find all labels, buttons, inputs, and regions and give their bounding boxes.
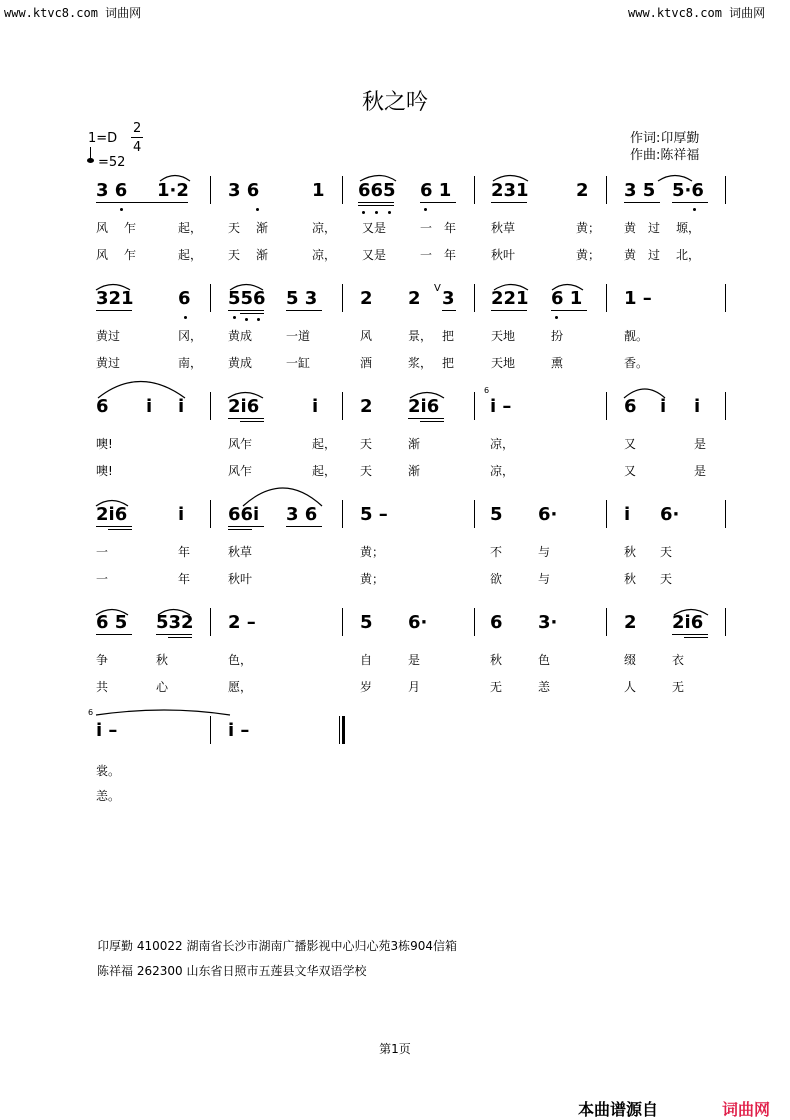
underline-beam xyxy=(672,202,708,203)
note-group: 5 3 xyxy=(286,288,318,309)
site-watermark-right: www.ktvc8.com 词曲网 xyxy=(628,6,766,20)
barline xyxy=(342,608,343,636)
final-barline-thin xyxy=(339,716,340,744)
lyric: 凉， xyxy=(312,221,337,235)
time-signature-bottom: 4 xyxy=(133,140,142,155)
underline-beam xyxy=(420,202,456,203)
lyric: 景， xyxy=(408,329,433,343)
note-group: 5 – xyxy=(360,504,388,525)
song-title: 秋之吟 xyxy=(361,90,428,115)
lyric: 天 xyxy=(360,437,373,451)
barline xyxy=(210,716,211,744)
lyric: 共 xyxy=(96,680,109,694)
site-watermark-left: www.ktvc8.com 词曲网 xyxy=(4,6,142,20)
underline-beam xyxy=(358,202,394,203)
lyric: 渐 xyxy=(256,248,269,262)
barline xyxy=(474,176,475,204)
note-group: 665 xyxy=(358,180,396,201)
lyric: 恙。 xyxy=(96,789,121,803)
barline xyxy=(725,176,726,204)
lyric: 凉， xyxy=(490,464,515,478)
composer-address: 陈祥福 262300 山东省日照市五莲县文华双语学校 xyxy=(97,964,367,978)
lyric: 秋 xyxy=(156,653,169,667)
underline-beam xyxy=(491,202,527,203)
note-group: 221 xyxy=(491,288,529,309)
lyric: 酒 xyxy=(360,356,373,370)
underline-beam xyxy=(168,637,192,638)
underline-beam xyxy=(240,313,264,314)
breath-mark: V xyxy=(434,283,441,294)
barline xyxy=(606,284,607,312)
note-group: 3 6 xyxy=(228,180,260,201)
note-group: 3 5 xyxy=(624,180,656,201)
underline-beam xyxy=(96,526,132,527)
lyric: 起， xyxy=(312,464,337,478)
note-group: 231 xyxy=(491,180,529,201)
lyric: 心 xyxy=(156,680,169,694)
lyric: 与 xyxy=(538,572,551,586)
barline xyxy=(342,500,343,528)
note-group: 2 xyxy=(624,612,637,633)
underline-beam xyxy=(286,526,322,527)
lyricist-credit: 作词:卬厚勤 xyxy=(630,131,700,146)
final-barline-thick xyxy=(342,716,345,744)
lyric: 天 xyxy=(660,572,673,586)
note-group: 1·2 xyxy=(157,180,189,201)
low-octave-dot xyxy=(555,316,558,319)
underline-beam xyxy=(442,310,456,311)
lyric: 裳。 xyxy=(96,764,121,778)
lyric: 把 xyxy=(442,356,455,370)
note-group: i xyxy=(660,396,667,417)
low-octave-dot xyxy=(375,211,378,214)
note-group: 3· xyxy=(538,612,558,633)
lyric: 黄 xyxy=(624,221,637,235)
lyric: 月 xyxy=(408,680,421,694)
lyric: 风乍 xyxy=(228,464,253,478)
note-group: 2i6 xyxy=(672,612,704,633)
lyric: 又 xyxy=(624,437,637,451)
lyric: 过 xyxy=(648,248,661,262)
note-group: 3 xyxy=(442,288,455,309)
underline-beam xyxy=(420,421,444,422)
note-group: 2i6 xyxy=(408,396,440,417)
lyric: 衣 xyxy=(672,653,685,667)
underline-beam xyxy=(96,202,188,203)
barline xyxy=(210,284,211,312)
lyric: 噢! xyxy=(96,464,113,478)
lyric: 黄成 xyxy=(228,329,253,343)
barline xyxy=(210,392,211,420)
grace-note: 6 xyxy=(88,708,94,717)
lyric: 欲 xyxy=(490,572,503,586)
low-octave-dot xyxy=(233,316,236,319)
barline xyxy=(474,284,475,312)
barline xyxy=(342,392,343,420)
lyric: 不 xyxy=(490,545,503,559)
note-group: i xyxy=(312,396,319,417)
note-group: 3 6 xyxy=(96,180,128,201)
note-group: 2 xyxy=(408,288,421,309)
note-group: 2 xyxy=(360,396,373,417)
note-group: 6 xyxy=(624,396,637,417)
low-octave-dot xyxy=(693,208,696,211)
underline-beam xyxy=(228,526,264,527)
lyric: 黄过 xyxy=(96,356,121,370)
underline-beam xyxy=(551,310,587,311)
low-octave-dot xyxy=(388,211,391,214)
lyric: 与 xyxy=(538,545,551,559)
lyric: 一缸 xyxy=(286,356,311,370)
note-group: 6 5 xyxy=(96,612,128,633)
underline-beam xyxy=(491,310,527,311)
underline-beam xyxy=(96,310,132,311)
underline-beam xyxy=(358,205,394,206)
note-group: 2i6 xyxy=(228,396,260,417)
underline-beam xyxy=(624,202,660,203)
lyric: 年 xyxy=(178,545,191,559)
barline xyxy=(606,392,607,420)
note-group: 6 1 xyxy=(551,288,583,309)
lyric: 自 xyxy=(360,653,373,667)
underline-beam xyxy=(228,418,264,419)
lyric: 把 xyxy=(442,329,455,343)
lyric: 黄； xyxy=(360,572,385,586)
barline xyxy=(474,392,475,420)
lyric: 靓。 xyxy=(624,329,649,343)
barline xyxy=(474,608,475,636)
lyric: 乍 xyxy=(124,248,137,262)
note-group: 6· xyxy=(660,504,680,525)
lyric: 无 xyxy=(490,680,503,694)
lyric: 秋叶 xyxy=(228,572,253,586)
lyric: 黄； xyxy=(576,248,601,262)
lyric: 一 xyxy=(96,572,109,586)
lyric: 风 xyxy=(96,248,109,262)
low-octave-dot xyxy=(257,318,260,321)
low-octave-dot xyxy=(424,208,427,211)
lyric: 天地 xyxy=(491,356,516,370)
lyric: 一道 xyxy=(286,329,311,343)
lyric: 是 xyxy=(694,464,707,478)
lyric: 是 xyxy=(408,653,421,667)
lyric: 人 xyxy=(624,680,637,694)
lyric: 噢! xyxy=(96,437,113,451)
grace-note: 6 xyxy=(484,386,490,395)
barline xyxy=(342,284,343,312)
barline xyxy=(210,500,211,528)
lyric: 黄成 xyxy=(228,356,253,370)
note-group: 6 xyxy=(96,396,109,417)
note-group: 6 xyxy=(178,288,191,309)
note-group: 66i xyxy=(228,504,260,525)
note-group: 532 xyxy=(156,612,194,633)
lyric: 秋草 xyxy=(228,545,253,559)
lyric: 黄 xyxy=(624,248,637,262)
note-group: 3 6 xyxy=(286,504,318,525)
note-group: 6 1 xyxy=(420,180,452,201)
lyric: 秋 xyxy=(624,545,637,559)
lyric: 愿， xyxy=(228,680,253,694)
underline-beam xyxy=(108,529,132,530)
note-group: i – xyxy=(228,720,250,741)
barline xyxy=(210,608,211,636)
lyric: 争 xyxy=(96,653,109,667)
note-group: 5 xyxy=(490,504,503,525)
barline xyxy=(474,500,475,528)
underline-beam xyxy=(240,421,264,422)
lyric: 秋 xyxy=(624,572,637,586)
lyric: 又 xyxy=(624,464,637,478)
lyric: 年 xyxy=(178,572,191,586)
barline xyxy=(606,608,607,636)
underline-beam xyxy=(286,310,322,311)
barline xyxy=(606,500,607,528)
underline-beam xyxy=(156,634,192,635)
underline-beam xyxy=(684,637,708,638)
low-octave-dot xyxy=(362,211,365,214)
lyric: 一 xyxy=(420,221,433,235)
lyric: 秋叶 xyxy=(491,248,516,262)
lyric: 风 xyxy=(360,329,373,343)
note-group: 2 xyxy=(576,180,589,201)
note-group: 5·6 xyxy=(672,180,704,201)
note-group: 6· xyxy=(408,612,428,633)
barline xyxy=(210,176,211,204)
lyric: 天地 xyxy=(491,329,516,343)
low-octave-dot xyxy=(245,318,248,321)
note-group: i xyxy=(624,504,631,525)
lyric: 过 xyxy=(648,221,661,235)
lyric: 一 xyxy=(96,545,109,559)
note-group: 2 xyxy=(360,288,373,309)
note-group: i xyxy=(146,396,153,417)
lyric: 扮 xyxy=(551,329,564,343)
barline xyxy=(725,608,726,636)
barline xyxy=(342,176,343,204)
underline-beam xyxy=(228,310,264,311)
lyric: 天 xyxy=(228,221,241,235)
lyric: 秋草 xyxy=(491,221,516,235)
lyric: 是 xyxy=(694,437,707,451)
underline-beam xyxy=(96,634,132,635)
tempo-marking: =52 xyxy=(98,155,126,170)
lyric: 一 xyxy=(420,248,433,262)
low-octave-dot xyxy=(256,208,259,211)
lyric: 浆， xyxy=(408,356,433,370)
lyric: 风 xyxy=(96,221,109,235)
note-group: 5 xyxy=(360,612,373,633)
note-group: 1 xyxy=(312,180,325,201)
underline-beam xyxy=(672,634,708,635)
source-label: 本曲谱源自 xyxy=(578,1100,659,1119)
barline xyxy=(725,284,726,312)
underline-beam xyxy=(408,418,444,419)
lyric: 年 xyxy=(444,221,457,235)
lyric: 黄； xyxy=(360,545,385,559)
barline xyxy=(725,392,726,420)
note-group: 1 – xyxy=(624,288,652,309)
lyric: 天 xyxy=(228,248,241,262)
brand-logo: 词曲网 xyxy=(722,1100,771,1119)
note-group: i – xyxy=(490,396,512,417)
note-group: i xyxy=(178,504,185,525)
lyric: 天 xyxy=(660,545,673,559)
lyric: 塬， xyxy=(676,221,701,235)
note-group: 6· xyxy=(538,504,558,525)
note-group: 2 – xyxy=(228,612,256,633)
lyric: 岁 xyxy=(360,680,373,694)
lyric: 冈， xyxy=(178,329,203,343)
lyric: 年 xyxy=(444,248,457,262)
note-group: i – xyxy=(96,720,118,741)
lyric: 乍 xyxy=(124,221,137,235)
lyric: 凉， xyxy=(490,437,515,451)
lyric: 色 xyxy=(538,653,551,667)
note-group: 2i6 xyxy=(96,504,128,525)
lyricist-address: 卬厚勤 410022 湖南省长沙市湖南广播影视中心归心苑3栋904信箱 xyxy=(97,939,457,953)
lyric: 香。 xyxy=(624,356,649,370)
page-number: 第1页 xyxy=(379,1042,411,1056)
lyric: 缀 xyxy=(624,653,637,667)
lyric: 起， xyxy=(312,437,337,451)
lyric: 北， xyxy=(676,248,701,262)
lyric: 渐 xyxy=(408,464,421,478)
note-group: i xyxy=(178,396,185,417)
lyric: 南， xyxy=(178,356,203,370)
lyric: 渐 xyxy=(256,221,269,235)
note-group: 6 xyxy=(490,612,503,633)
lyric: 又是 xyxy=(362,221,387,235)
note-group: 556 xyxy=(228,288,266,309)
note-group: i xyxy=(694,396,701,417)
lyric: 熏 xyxy=(551,356,564,370)
lyric: 又是 xyxy=(362,248,387,262)
lyric: 黄过 xyxy=(96,329,121,343)
note-group: 321 xyxy=(96,288,134,309)
key-signature: 1=D xyxy=(88,131,118,146)
lyric: 渐 xyxy=(408,437,421,451)
lyric: 风乍 xyxy=(228,437,253,451)
barline xyxy=(606,176,607,204)
lyric: 无 xyxy=(672,680,685,694)
barline xyxy=(725,500,726,528)
lyric: 起， xyxy=(178,221,203,235)
lyric: 黄； xyxy=(576,221,601,235)
low-octave-dot xyxy=(120,208,123,211)
lyric: 色， xyxy=(228,653,253,667)
lyric: 起， xyxy=(178,248,203,262)
time-signature-top: 2 xyxy=(133,121,142,136)
composer-credit: 作曲:陈祥福 xyxy=(630,148,700,163)
lyric: 凉， xyxy=(312,248,337,262)
lyric: 恙 xyxy=(538,680,551,694)
underline-beam xyxy=(228,529,252,530)
lyric: 秋 xyxy=(490,653,503,667)
low-octave-dot xyxy=(184,316,187,319)
lyric: 天 xyxy=(360,464,373,478)
